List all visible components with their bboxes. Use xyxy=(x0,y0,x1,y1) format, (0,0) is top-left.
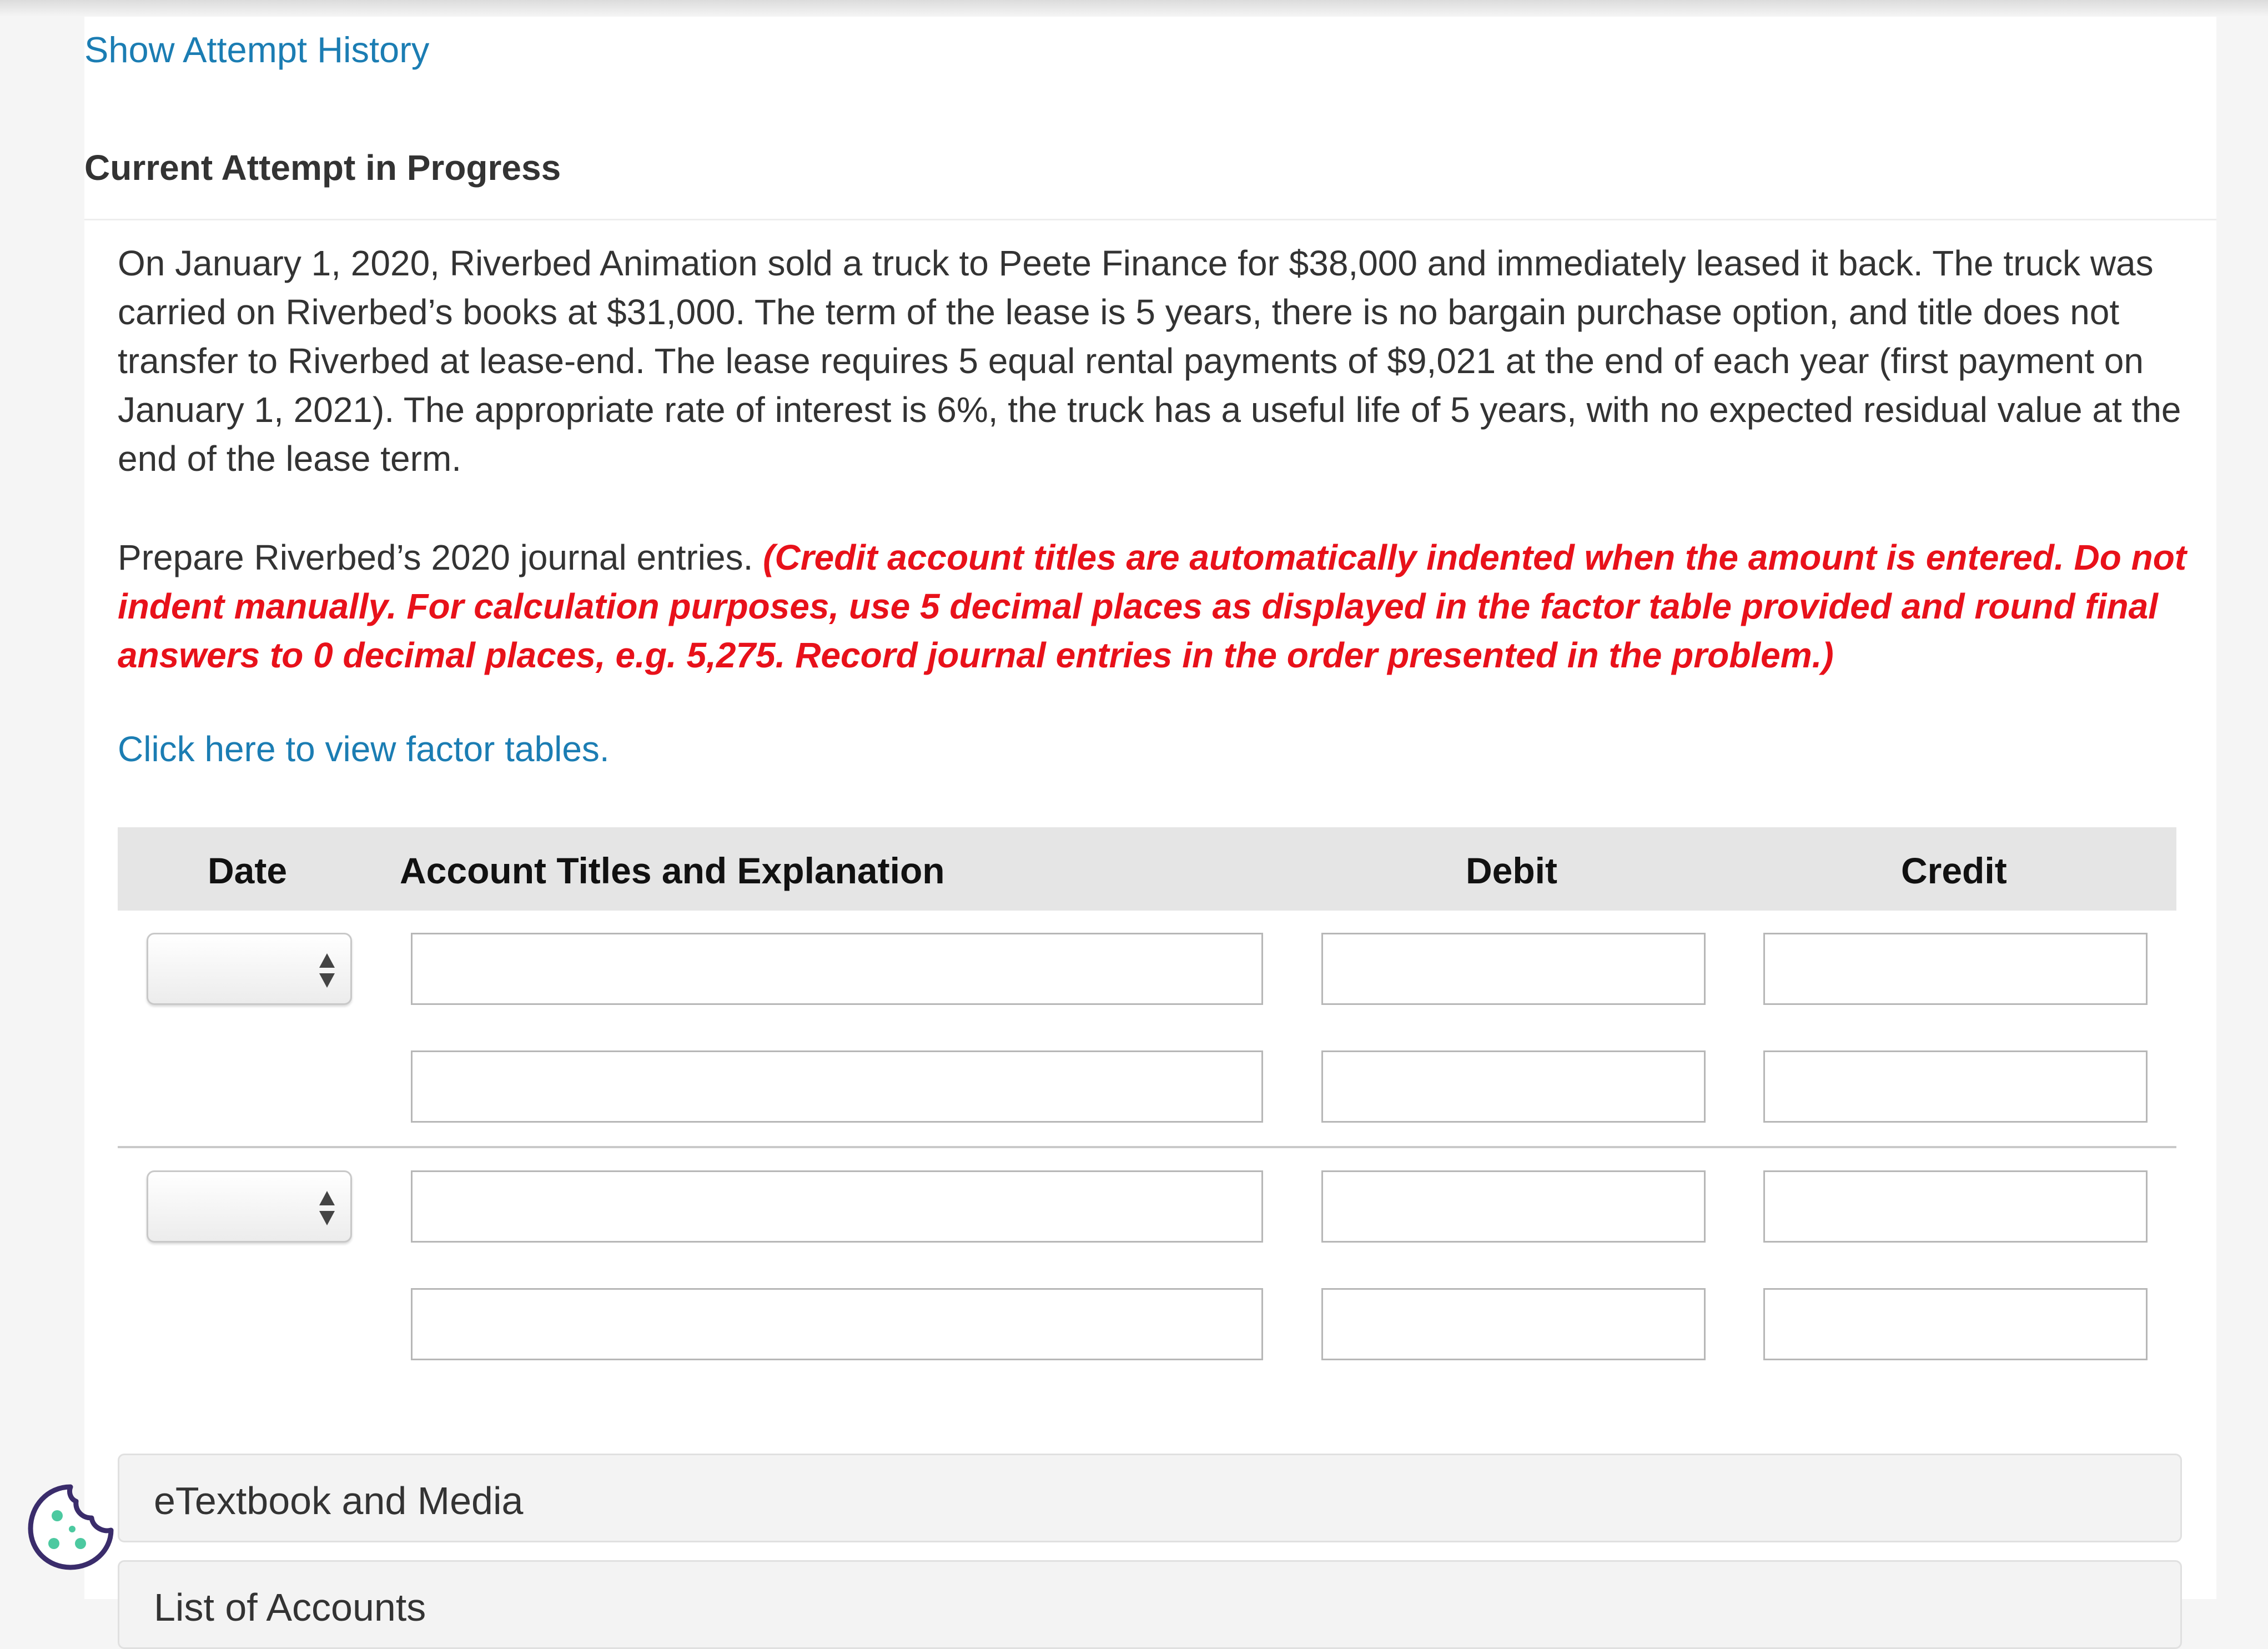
entry-1-line-1-debit-input[interactable] xyxy=(1321,933,1706,1005)
entry-divider xyxy=(118,1146,2176,1148)
etextbook-media-section[interactable] xyxy=(118,1454,2182,1542)
factor-tables-link[interactable]: Click here to view factor tables. xyxy=(118,729,610,769)
entry-2-line-2-account-input[interactable] xyxy=(411,1288,1263,1360)
entry-2-line-1-debit-input[interactable] xyxy=(1321,1170,1706,1243)
problem-statement: On January 1, 2020, Riverbed Animation sold a truck to Peete Finance for $38,000 and immediately leased it back. The truck was carried on Riverbed’s books at $31,000. The term of the lease is 5 years, there is no bargain purchase option, and title does not transfer to Riverbed at lease-end. The lease requires 5 equal rental payments of $9,021 at the end of each year (first payment on January 1, 2021). The appropriate rate of interest is 6%, the truck has a useful life of 5 years, with no expected residual value at the end of the lease term. xyxy=(118,243,2181,479)
entry-1-line-1-account-input[interactable] xyxy=(411,933,1263,1005)
etextbook-media-label: eTextbook and Media xyxy=(154,1479,524,1522)
header-account-titles: Account Titles and Explanation xyxy=(400,850,945,891)
journal-table-header xyxy=(118,827,2176,911)
header-debit: Debit xyxy=(1466,850,1557,891)
entry-2-date-select[interactable] xyxy=(147,1170,352,1243)
instructions-note: (Credit account titles are automatically indented when the amount is entered. Do not indent manually. For calculation purposes, use 5 decimal places as displayed in the factor table provided and round final answers to 0 decimal places, e.g. 5,275. Record journal entries in the order presented in the problem.) xyxy=(118,537,2187,675)
instructions-lead: Prepare Riverbed’s 2020 journal entries. xyxy=(118,537,763,577)
updown-arrows-icon xyxy=(318,951,336,990)
show-attempt-history-link[interactable]: Show Attempt History xyxy=(84,29,430,70)
entry-2-line-1-account-input[interactable] xyxy=(411,1170,1263,1243)
updown-arrows-icon xyxy=(318,1189,336,1228)
cookie-icon[interactable] xyxy=(25,1481,117,1573)
list-of-accounts-section[interactable] xyxy=(118,1560,2182,1649)
header-date: Date xyxy=(208,850,288,891)
entry-1-line-1-credit-input[interactable] xyxy=(1763,933,2148,1005)
entry-1-line-2-account-input[interactable] xyxy=(411,1050,1263,1123)
header-credit: Credit xyxy=(1901,850,2007,891)
entry-2-line-1-credit-input[interactable] xyxy=(1763,1170,2148,1243)
entry-2-line-2-credit-input[interactable] xyxy=(1763,1288,2148,1360)
top-shadow xyxy=(0,0,2268,17)
list-of-accounts-label: List of Accounts xyxy=(154,1586,426,1629)
instructions xyxy=(118,533,2194,680)
divider xyxy=(84,219,2216,220)
current-attempt-heading: Current Attempt in Progress xyxy=(84,148,561,188)
entry-1-line-2-debit-input[interactable] xyxy=(1321,1050,1706,1123)
entry-2-line-2-debit-input[interactable] xyxy=(1321,1288,1706,1360)
entry-1-date-select[interactable] xyxy=(147,933,352,1005)
entry-1-line-2-credit-input[interactable] xyxy=(1763,1050,2148,1123)
